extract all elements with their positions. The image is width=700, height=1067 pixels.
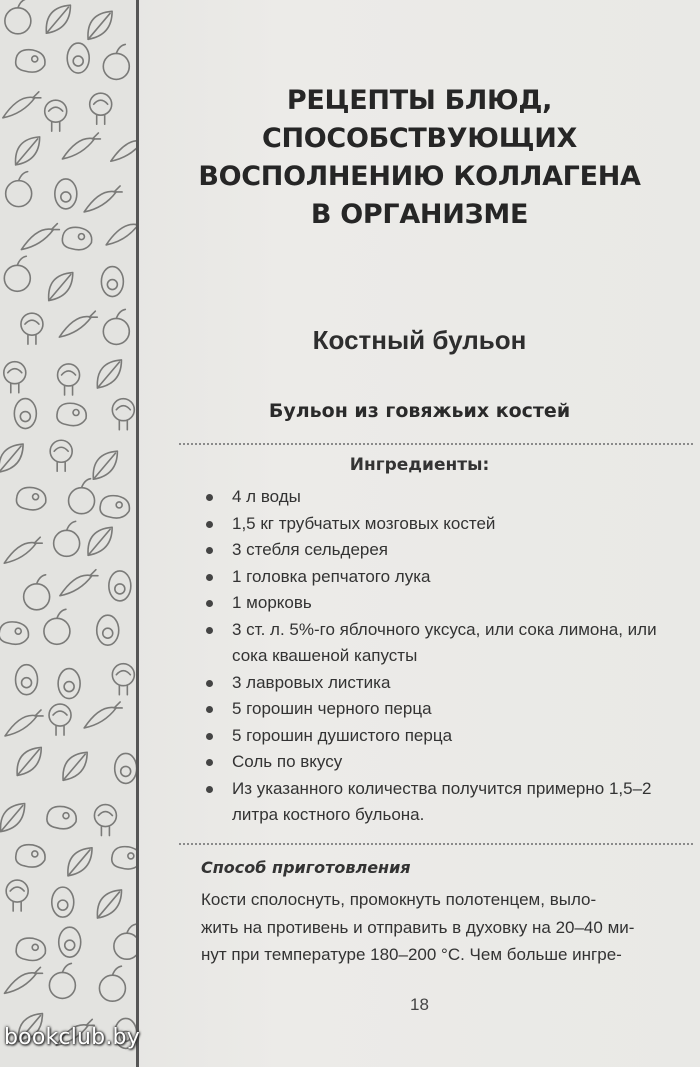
- ingredient-item: 3 ст. л. 5%-го яблочного уксуса, или сока лимона, или сока квашеной капусты: [204, 617, 694, 670]
- ingredient-item: Соль по вкусу: [204, 749, 694, 776]
- chapter-title-line: В ОРГАНИЗМЕ: [310, 199, 529, 230]
- method-paragraph: [201, 886, 691, 969]
- food-doodle-illustration: [0, 0, 136, 1067]
- watermark-logo: bookclub.by: [4, 1025, 140, 1050]
- food-doodle-border: [0, 0, 136, 1067]
- ingredient-item: 1,5 кг трубчатых мозговых костей: [204, 511, 694, 538]
- chapter-title: [139, 82, 700, 234]
- chapter-title-line: РЕЦЕПТЫ БЛЮД,: [286, 85, 553, 116]
- dotted-divider: [179, 443, 693, 445]
- ingredient-item: 1 морковь: [204, 590, 694, 617]
- page-content: [139, 0, 700, 1067]
- ingredient-item: 4 л воды: [204, 484, 694, 511]
- ingredient-item: 1 головка репчатого лука: [204, 564, 694, 591]
- recipe-title: Бульон из говяжьих костей: [268, 400, 571, 422]
- chapter-title-line: СПОСОБСТВУЮЩИХ: [261, 123, 578, 154]
- method-line: нут при температуре 180–200 °С. Чем больше ингре-: [201, 945, 622, 964]
- method-line: жить на противень и отправить в духовку на 20–40 ми-: [201, 917, 635, 937]
- chapter-title-line: ВОСПОЛНЕНИЮ КОЛЛАГЕНА: [198, 161, 641, 192]
- ingredients-list: [204, 484, 694, 829]
- dotted-divider: [179, 843, 693, 845]
- ingredient-item: Из указанного количества получится примерно 1,5–2 литра костного бульона.: [204, 776, 694, 829]
- ingredient-item: 3 стебля сельдерея: [204, 537, 694, 564]
- ingredients-heading: Ингредиенты:: [349, 455, 490, 475]
- method-heading: Способ приготовления: [201, 858, 411, 877]
- ingredient-item: 5 горошин душистого перца: [204, 723, 694, 750]
- page-number: 18: [410, 995, 429, 1014]
- method-line: Кости сполоснуть, промокнуть полотенцем, выло-: [201, 890, 597, 909]
- ingredient-item: 5 горошин черного перца: [204, 696, 694, 723]
- section-title: Костный бульон: [312, 325, 527, 355]
- ingredient-item: 3 лавровых листика: [204, 670, 694, 697]
